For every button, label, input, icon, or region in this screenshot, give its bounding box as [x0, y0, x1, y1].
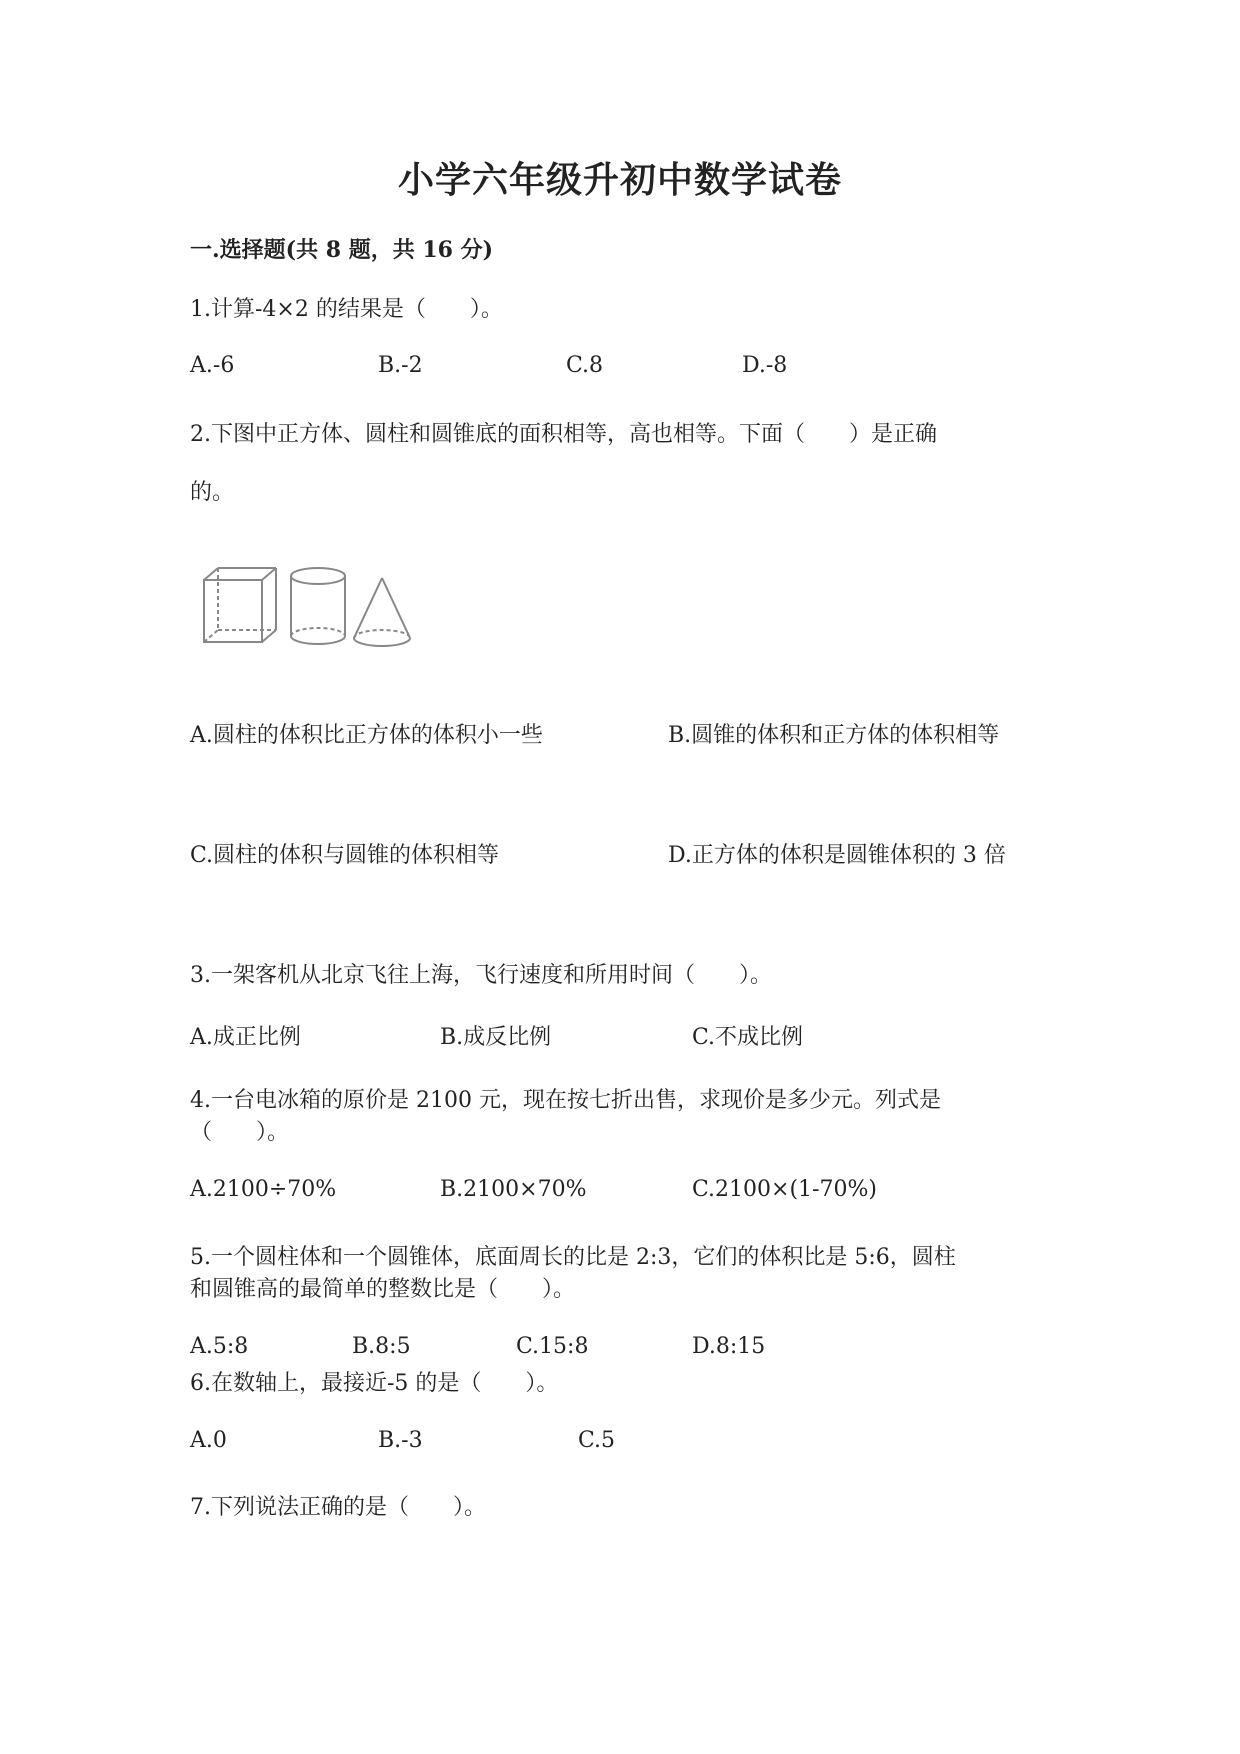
q5-option-d: D.8:15: [692, 1334, 766, 1359]
cone-icon: [354, 578, 410, 646]
question-1-text: 1.计算-4×2 的结果是（ ）。: [190, 297, 503, 322]
q1-option-a: A.-6: [190, 353, 235, 378]
q5-option-b: B.8:5: [352, 1334, 411, 1359]
question-5-text: 5.一个圆柱体和一个圆锥体，底面周长的比是 2:3，它们的体积比是 5:6，圆柱: [190, 1245, 956, 1270]
geometry-figure: [196, 560, 426, 660]
q5-option-a: A.5:8: [190, 1334, 249, 1359]
question-6-text: 6.在数轴上，最接近-5 的是（ ）。: [190, 1371, 559, 1396]
question-7-text: 7.下列说法正确的是（ ）。: [190, 1495, 486, 1520]
q5-option-c: C.15:8: [516, 1334, 589, 1359]
q4-option-b: B.2100×70%: [440, 1177, 587, 1202]
q4-option-a: A.2100÷70%: [190, 1177, 337, 1202]
q3-option-c: C.不成比例: [692, 1025, 804, 1050]
q1-option-d: D.-8: [742, 353, 788, 378]
cube-icon: [204, 568, 276, 642]
question-4-text-cont: （ ）。: [190, 1120, 290, 1145]
q2-option-d: D.正方体的体积是圆锥体积的 3 倍: [668, 843, 1006, 868]
q3-option-a: A.成正比例: [190, 1025, 301, 1050]
q2-option-a: A.圆柱的体积比正方体的体积小一些: [190, 723, 543, 748]
q2-option-c: C.圆柱的体积与圆锥的体积相等: [190, 843, 500, 868]
q2-option-b: B.圆锥的体积和正方体的体积相等: [668, 723, 1000, 748]
q3-option-b: B.成反比例: [440, 1025, 552, 1050]
q6-option-b: B.-3: [378, 1428, 423, 1453]
question-2-text: 2.下图中正方体、圆柱和圆锥底的面积相等，高也相等。下面（ ）是正确: [190, 422, 937, 447]
question-3-text: 3.一架客机从北京飞往上海，飞行速度和所用时间（ ）。: [190, 963, 772, 988]
q4-option-c: C.2100×(1-70%): [692, 1177, 877, 1202]
q1-option-b: B.-2: [378, 353, 423, 378]
q6-option-c: C.5: [578, 1428, 616, 1453]
cylinder-icon: [291, 568, 345, 644]
question-2-text-cont: 的。: [190, 480, 235, 505]
section-heading: 一.选择题(共 8 题，共 16 分): [190, 237, 494, 263]
page-title: 小学六年级升初中数学试卷: [397, 159, 842, 201]
q6-option-a: A.0: [190, 1428, 227, 1453]
question-4-text: 4.一台电冰箱的原价是 2100 元，现在按七折出售，求现价是多少元。列式是: [190, 1088, 941, 1113]
question-5-text-cont: 和圆锥高的最简单的整数比是（ ）。: [190, 1277, 576, 1302]
q1-option-c: C.8: [566, 353, 604, 378]
